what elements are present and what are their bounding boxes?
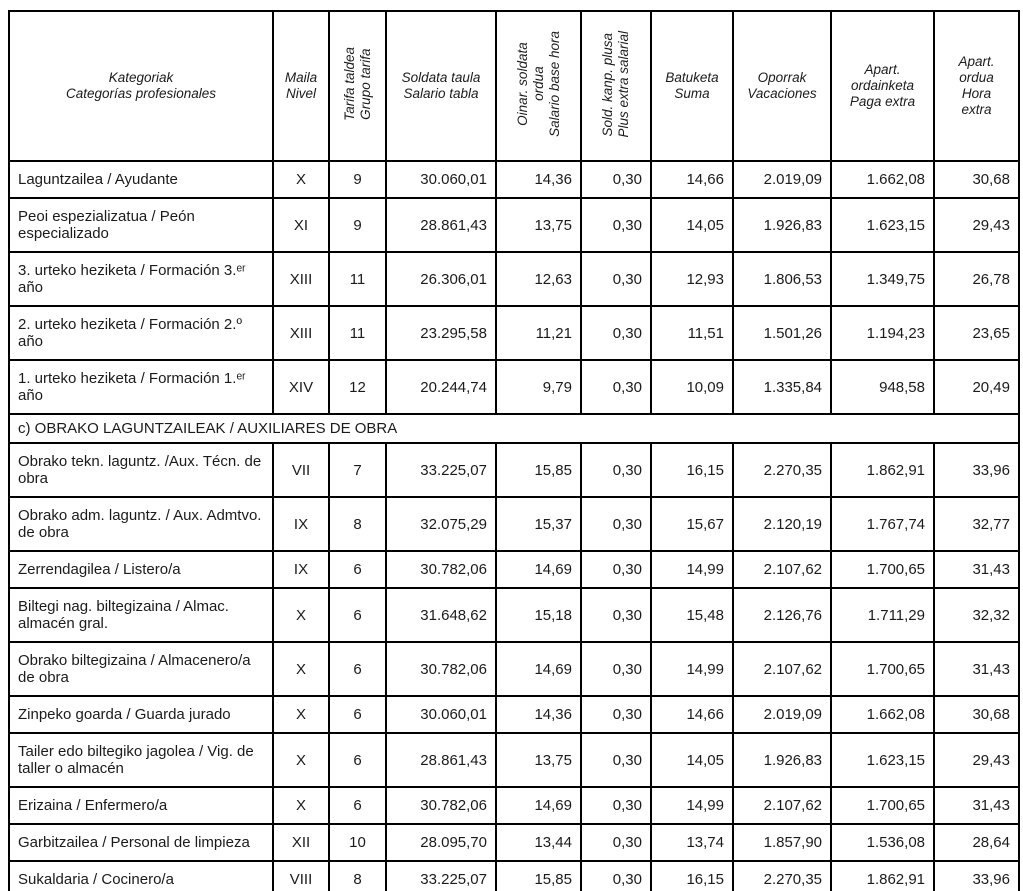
cell-salario-base-hora: 12,63 [496,252,581,306]
cell-salario-tabla: 31.648,62 [386,588,496,642]
header-cell-hora-extra [934,11,1019,161]
cell-vacaciones: 1.501,26 [733,306,831,360]
cell-grupo-tarifa: 6 [329,787,386,824]
cell-paga-extra: 1.662,08 [831,161,934,198]
header-line: Plus extra salarial [616,30,631,138]
header-cell-category [9,11,273,161]
cell-hora-extra: 28,64 [934,824,1019,861]
cell-plus-extra-salarial: 0,30 [581,824,651,861]
cell-suma: 13,74 [651,824,733,861]
cell-grupo-tarifa: 6 [329,642,386,696]
cell-salario-base-hora: 13,75 [496,733,581,787]
header-row [9,11,1019,161]
cell-salario-tabla: 23.295,58 [386,306,496,360]
rotated-header-text [342,47,374,121]
cell-category: Obrako adm. laguntz. / Aux. Admtvo. de obra [9,497,273,551]
cell-suma: 14,05 [651,733,733,787]
cell-nivel: X [273,642,329,696]
cell-plus-extra-salarial: 0,30 [581,861,651,891]
header-text [276,70,326,102]
cell-suma: 14,05 [651,198,733,252]
cell-plus-extra-salarial: 0,30 [581,198,651,252]
cell-salario-base-hora: 14,69 [496,642,581,696]
header-text [654,70,730,102]
cell-plus-extra-salarial: 0,30 [581,551,651,588]
cell-paga-extra: 1.862,91 [831,443,934,497]
cell-suma: 12,93 [651,252,733,306]
section-label: c) OBRAKO LAGUNTZAILEAK / AUXILIARES DE OBRA [9,414,1019,443]
cell-plus-extra-salarial: 0,30 [581,306,651,360]
cell-plus-extra-salarial: 0,30 [581,360,651,414]
cell-paga-extra: 1.536,08 [831,824,934,861]
cell-suma: 16,15 [651,443,733,497]
cell-salario-base-hora: 15,18 [496,588,581,642]
header-cell-paga-extra [831,11,934,161]
cell-grupo-tarifa: 9 [329,198,386,252]
cell-grupo-tarifa: 6 [329,733,386,787]
cell-salario-tabla: 30.060,01 [386,696,496,733]
cell-vacaciones: 2.019,09 [733,696,831,733]
table-row [9,696,1019,733]
cell-salario-base-hora: 15,85 [496,443,581,497]
cell-paga-extra: 1.700,65 [831,642,934,696]
header-line: Sold. kanp. plusa [600,32,615,136]
cell-nivel: XIV [273,360,329,414]
cell-nivel: XIII [273,306,329,360]
cell-nivel: XII [273,824,329,861]
cell-hora-extra: 31,43 [934,787,1019,824]
cell-vacaciones: 1.335,84 [733,360,831,414]
header-line: Soldata taula [401,70,481,85]
cell-plus-extra-salarial: 0,30 [581,588,651,642]
cell-salario-tabla: 28.095,70 [386,824,496,861]
table-row [9,642,1019,696]
cell-hora-extra: 29,43 [934,198,1019,252]
cell-paga-extra: 1.623,15 [831,733,934,787]
cell-salario-tabla: 28.861,43 [386,733,496,787]
cell-suma: 15,67 [651,497,733,551]
header-line: Categorías profesionales [65,86,217,101]
cell-salario-tabla: 26.306,01 [386,252,496,306]
cell-suma: 14,66 [651,161,733,198]
header-line: ordainketa [850,78,915,93]
header-text [937,54,1016,118]
cell-hora-extra: 32,77 [934,497,1019,551]
table-row [9,306,1019,360]
cell-salario-tabla: 30.060,01 [386,161,496,198]
cell-paga-extra: 1.700,65 [831,787,934,824]
cell-plus-extra-salarial: 0,30 [581,733,651,787]
cell-grupo-tarifa: 6 [329,588,386,642]
cell-hora-extra: 33,96 [934,443,1019,497]
header-cell-salario-base-hora [496,11,581,161]
header-cell-grupo-tarifa [329,11,386,161]
cell-suma: 14,99 [651,551,733,588]
header-line: Oinar. soldata [514,42,530,126]
cell-plus-extra-salarial: 0,30 [581,497,651,551]
cell-nivel: XIII [273,252,329,306]
cell-hora-extra: 23,65 [934,306,1019,360]
cell-salario-tabla: 30.782,06 [386,787,496,824]
cell-grupo-tarifa: 6 [329,551,386,588]
header-line: Maila [284,70,318,85]
cell-salario-base-hora: 15,85 [496,861,581,891]
cell-plus-extra-salarial: 0,30 [581,696,651,733]
cell-vacaciones: 2.126,76 [733,588,831,642]
cell-vacaciones: 2.019,09 [733,161,831,198]
cell-hora-extra: 20,49 [934,360,1019,414]
header-line: Oporrak [757,70,807,85]
cell-salario-base-hora: 15,37 [496,497,581,551]
cell-suma: 15,48 [651,588,733,642]
table-row [9,497,1019,551]
section-row [9,414,1019,443]
cell-plus-extra-salarial: 0,30 [581,252,651,306]
header-line: Kategoriak [108,70,174,85]
cell-plus-extra-salarial: 0,30 [581,787,651,824]
cell-category: Sukaldaria / Cocinero/a [9,861,273,891]
cell-vacaciones: 2.107,62 [733,787,831,824]
cell-category: Tailer edo biltegiko jagolea / Vig. de taller o almacén [9,733,273,787]
header-cell-nivel [273,11,329,161]
cell-category: 3. urteko heziketa / Formación 3.ᵉʳ año [9,252,273,306]
cell-salario-tabla: 30.782,06 [386,642,496,696]
table-row [9,360,1019,414]
table-row [9,551,1019,588]
cell-grupo-tarifa: 7 [329,443,386,497]
cell-nivel: IX [273,551,329,588]
cell-salario-base-hora: 14,69 [496,551,581,588]
header-line: Apart. [864,62,901,77]
cell-grupo-tarifa: 11 [329,306,386,360]
cell-suma: 14,99 [651,642,733,696]
cell-suma: 11,51 [651,306,733,360]
table-row [9,588,1019,642]
cell-category: 1. urteko heziketa / Formación 1.ᵉʳ año [9,360,273,414]
header-line: Hora [961,86,992,101]
cell-plus-extra-salarial: 0,30 [581,161,651,198]
cell-paga-extra: 1.711,29 [831,588,934,642]
cell-hora-extra: 30,68 [934,696,1019,733]
cell-category: Biltegi nag. biltegizaina / Almac. almacén gral. [9,588,273,642]
header-cell-suma [651,11,733,161]
cell-salario-tabla: 33.225,07 [386,861,496,891]
header-line: Tarifa taldea [341,47,357,121]
table-row [9,824,1019,861]
cell-nivel: X [273,588,329,642]
cell-category: Erizaina / Enfermero/a [9,787,273,824]
cell-salario-base-hora: 14,36 [496,696,581,733]
cell-plus-extra-salarial: 0,30 [581,642,651,696]
cell-grupo-tarifa: 8 [329,497,386,551]
cell-salario-tabla: 32.075,29 [386,497,496,551]
header-text [389,70,493,102]
rotated-header-text [600,31,632,138]
header-cell-vacaciones [733,11,831,161]
cell-hora-extra: 32,32 [934,588,1019,642]
table-row [9,443,1019,497]
cell-vacaciones: 2.270,35 [733,861,831,891]
cell-plus-extra-salarial: 0,30 [581,443,651,497]
cell-salario-base-hora: 13,44 [496,824,581,861]
cell-salario-base-hora: 14,69 [496,787,581,824]
cell-category: Zinpeko goarda / Guarda jurado [9,696,273,733]
salary-table [8,10,1020,891]
cell-category: Garbitzailea / Personal de limpieza [9,824,273,861]
cell-paga-extra: 1.767,74 [831,497,934,551]
cell-nivel: IX [273,497,329,551]
cell-suma: 10,09 [651,360,733,414]
cell-suma: 16,15 [651,861,733,891]
header-text [834,62,931,110]
cell-salario-tabla: 28.861,43 [386,198,496,252]
table-row [9,861,1019,891]
cell-category: Obrako biltegizaina / Almacenero/a de obra [9,642,273,696]
cell-paga-extra: 948,58 [831,360,934,414]
header-line: Grupo tarifa [357,48,373,120]
cell-hora-extra: 31,43 [934,642,1019,696]
header-line: Batuketa [665,70,719,85]
cell-nivel: X [273,161,329,198]
cell-salario-tabla: 20.244,74 [386,360,496,414]
table-row [9,161,1019,198]
cell-category: Laguntzailea / Ayudante [9,161,273,198]
cell-paga-extra: 1.700,65 [831,551,934,588]
header-text [12,70,270,102]
cell-hora-extra: 33,96 [934,861,1019,891]
cell-suma: 14,99 [651,787,733,824]
cell-salario-base-hora: 14,36 [496,161,581,198]
cell-nivel: VIII [273,861,329,891]
cell-suma: 14,66 [651,696,733,733]
header-line: ordua [959,70,994,85]
cell-salario-tabla: 30.782,06 [386,551,496,588]
cell-hora-extra: 26,78 [934,252,1019,306]
cell-nivel: X [273,733,329,787]
cell-paga-extra: 1.662,08 [831,696,934,733]
header-line: Vacaciones [747,86,817,101]
cell-paga-extra: 1.349,75 [831,252,934,306]
cell-hora-extra: 29,43 [934,733,1019,787]
cell-salario-base-hora: 13,75 [496,198,581,252]
cell-vacaciones: 2.270,35 [733,443,831,497]
cell-grupo-tarifa: 10 [329,824,386,861]
header-line: Salario tabla [403,86,479,101]
table-row [9,252,1019,306]
table-row [9,198,1019,252]
header-text [736,70,828,102]
cell-nivel: VII [273,443,329,497]
header-line: Paga extra [849,94,916,109]
cell-grupo-tarifa: 8 [329,861,386,891]
cell-hora-extra: 30,68 [934,161,1019,198]
cell-nivel: X [273,787,329,824]
cell-vacaciones: 2.107,62 [733,642,831,696]
cell-hora-extra: 31,43 [934,551,1019,588]
cell-salario-tabla: 33.225,07 [386,443,496,497]
header-line: Salario base hora [546,31,562,137]
cell-paga-extra: 1.862,91 [831,861,934,891]
header-line: Suma [674,86,710,101]
cell-grupo-tarifa: 11 [329,252,386,306]
cell-vacaciones: 2.120,19 [733,497,831,551]
cell-vacaciones: 1.926,83 [733,198,831,252]
cell-vacaciones: 1.926,83 [733,733,831,787]
header-line: extra [961,102,992,117]
header-line: Apart. [958,54,995,69]
cell-category: Obrako tekn. laguntz. /Aux. Técn. de obra [9,443,273,497]
cell-paga-extra: 1.623,15 [831,198,934,252]
header-cell-salario-tabla [386,11,496,161]
cell-grupo-tarifa: 12 [329,360,386,414]
cell-vacaciones: 1.857,90 [733,824,831,861]
rotated-header-text [515,31,563,137]
cell-nivel: X [273,696,329,733]
cell-vacaciones: 1.806,53 [733,252,831,306]
cell-category: Zerrendagilea / Listero/a [9,551,273,588]
cell-grupo-tarifa: 6 [329,696,386,733]
cell-salario-base-hora: 11,21 [496,306,581,360]
cell-paga-extra: 1.194,23 [831,306,934,360]
cell-category: 2. urteko heziketa / Formación 2.º año [9,306,273,360]
header-line: ordua [530,66,546,102]
table-row [9,733,1019,787]
header-line: Nivel [285,86,316,101]
cell-category: Peoi espezializatua / Peón especializado [9,198,273,252]
header-cell-plus-extra-salarial [581,11,651,161]
table-row [9,787,1019,824]
cell-salario-base-hora: 9,79 [496,360,581,414]
cell-nivel: XI [273,198,329,252]
cell-vacaciones: 2.107,62 [733,551,831,588]
cell-grupo-tarifa: 9 [329,161,386,198]
